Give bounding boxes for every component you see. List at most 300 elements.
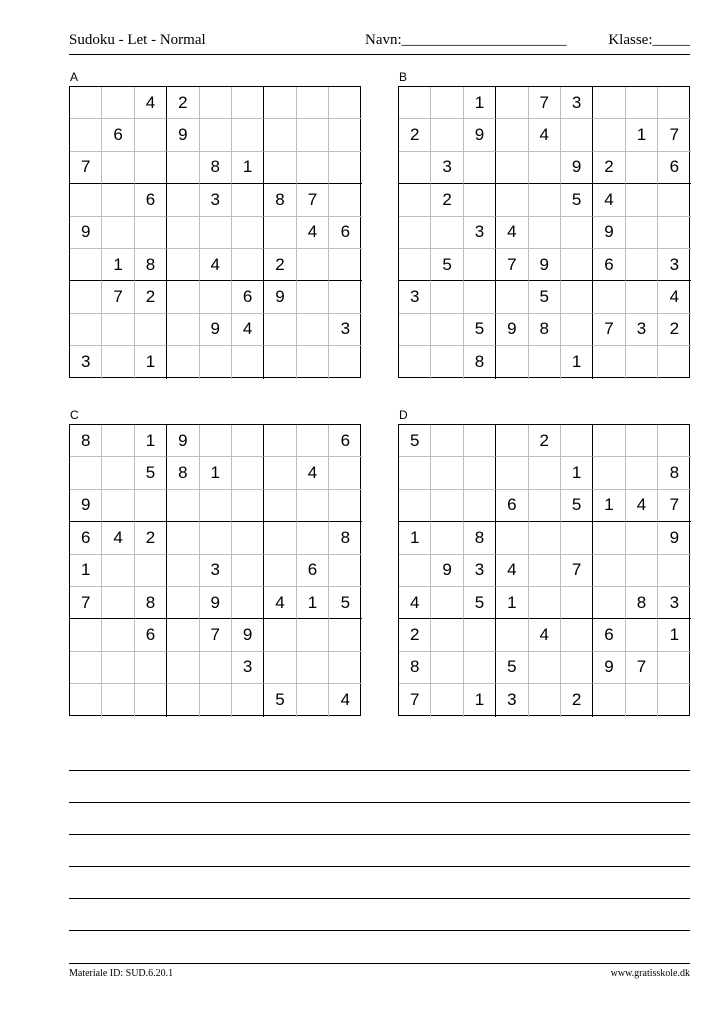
sudoku-cell[interactable]: 3 xyxy=(561,87,593,119)
sudoku-cell[interactable]: 6 xyxy=(135,184,167,216)
sudoku-cell[interactable]: 5 xyxy=(399,425,431,457)
sudoku-cell[interactable]: 4 xyxy=(340,690,351,710)
sudoku-cell[interactable] xyxy=(232,425,264,457)
sudoku-cell[interactable]: 5 xyxy=(329,587,361,619)
sudoku-cell[interactable] xyxy=(626,346,658,378)
sudoku-cell[interactable] xyxy=(70,619,102,651)
sudoku-cell[interactable] xyxy=(70,457,102,489)
sudoku-cell[interactable] xyxy=(200,281,232,313)
sudoku-cell[interactable] xyxy=(399,555,431,587)
sudoku-cell[interactable] xyxy=(102,587,134,619)
sudoku-cell[interactable] xyxy=(70,249,102,281)
sudoku-cell[interactable]: 6 xyxy=(329,217,361,249)
sudoku-cell[interactable] xyxy=(102,457,134,489)
sudoku-cell[interactable] xyxy=(102,555,134,587)
sudoku-cell[interactable] xyxy=(658,684,690,716)
sudoku-cell[interactable] xyxy=(658,425,690,457)
sudoku-cell[interactable] xyxy=(264,346,296,378)
sudoku-cell[interactable] xyxy=(561,522,593,554)
sudoku-cell[interactable] xyxy=(593,684,625,716)
sudoku-cell[interactable]: 4 xyxy=(626,490,658,522)
sudoku-cell[interactable]: 8 xyxy=(135,587,167,619)
sudoku-cell[interactable] xyxy=(135,314,167,346)
sudoku-cell[interactable] xyxy=(329,619,361,651)
sudoku-cell[interactable] xyxy=(399,346,431,378)
sudoku-cell[interactable]: 8 xyxy=(626,587,658,619)
sudoku-cell[interactable] xyxy=(232,217,264,249)
sudoku-cell[interactable] xyxy=(232,522,264,554)
sudoku-cell[interactable]: 2 xyxy=(593,152,625,184)
sudoku-cell[interactable]: 1 xyxy=(593,490,625,522)
sudoku-cell[interactable]: 1 xyxy=(297,587,329,619)
sudoku-cell[interactable]: 4 xyxy=(297,457,329,489)
sudoku-cell[interactable] xyxy=(626,457,658,489)
sudoku-cell[interactable] xyxy=(135,684,167,716)
sudoku-cell[interactable] xyxy=(297,314,329,346)
sudoku-cell[interactable]: 7 xyxy=(561,555,593,587)
sudoku-cell[interactable] xyxy=(329,119,361,151)
sudoku-cell[interactable] xyxy=(658,87,690,119)
sudoku-cell[interactable]: 3 xyxy=(329,314,361,346)
sudoku-cell[interactable]: 3 xyxy=(70,346,102,378)
sudoku-cell[interactable]: 9 xyxy=(200,587,232,619)
sudoku-cell[interactable]: 5 xyxy=(464,314,496,346)
sudoku-cell[interactable] xyxy=(102,184,134,216)
sudoku-cell[interactable]: 2 xyxy=(264,249,296,281)
sudoku-cell[interactable] xyxy=(297,346,329,378)
sudoku-cell[interactable]: 4 xyxy=(399,587,431,619)
sudoku-cell[interactable] xyxy=(135,555,167,587)
sudoku-cell[interactable] xyxy=(297,119,329,151)
sudoku-cell[interactable] xyxy=(529,184,561,216)
sudoku-cell[interactable] xyxy=(399,152,431,184)
sudoku-cell[interactable] xyxy=(496,425,528,457)
sudoku-cell[interactable]: 9 xyxy=(464,119,496,151)
sudoku-cell[interactable] xyxy=(431,684,463,716)
sudoku-cell[interactable]: 7 xyxy=(297,184,329,216)
sudoku-cell[interactable] xyxy=(264,87,296,119)
sudoku-cell[interactable] xyxy=(264,152,296,184)
sudoku-cell[interactable] xyxy=(200,217,232,249)
sudoku-cell[interactable] xyxy=(232,587,264,619)
sudoku-cell[interactable]: 3 xyxy=(464,555,496,587)
sudoku-cell[interactable]: 4 xyxy=(496,217,528,249)
sudoku-cell[interactable] xyxy=(135,652,167,684)
sudoku-cell[interactable] xyxy=(561,217,593,249)
sudoku-cell[interactable] xyxy=(200,652,232,684)
sudoku-cell[interactable] xyxy=(135,490,167,522)
sudoku-cell[interactable] xyxy=(464,249,496,281)
sudoku-cell[interactable] xyxy=(329,346,361,378)
sudoku-cell[interactable] xyxy=(232,184,264,216)
sudoku-cell[interactable] xyxy=(329,184,361,216)
sudoku-cell[interactable] xyxy=(264,425,296,457)
sudoku-cell[interactable] xyxy=(529,152,561,184)
sudoku-cell[interactable] xyxy=(167,346,199,378)
sudoku-cell[interactable]: 6 xyxy=(593,619,625,651)
sudoku-cell[interactable]: 5 xyxy=(135,457,167,489)
sudoku-cell[interactable] xyxy=(431,346,463,378)
sudoku-cell[interactable] xyxy=(264,217,296,249)
sudoku-cell[interactable] xyxy=(593,555,625,587)
sudoku-cell[interactable] xyxy=(200,490,232,522)
sudoku-cell[interactable]: 6 xyxy=(593,249,625,281)
sudoku-cell[interactable] xyxy=(167,281,199,313)
sudoku-cell[interactable]: 1 xyxy=(135,346,167,378)
sudoku-cell[interactable] xyxy=(399,490,431,522)
sudoku-cell[interactable]: 3 xyxy=(399,281,431,313)
sudoku-cell[interactable] xyxy=(264,619,296,651)
sudoku-cell[interactable]: 8 xyxy=(264,184,296,216)
sudoku-cell[interactable] xyxy=(329,281,361,313)
sudoku-cell[interactable] xyxy=(496,119,528,151)
sudoku-cell[interactable]: 4 xyxy=(297,217,329,249)
sudoku-cell[interactable]: 2 xyxy=(135,281,167,313)
sudoku-cell[interactable] xyxy=(70,281,102,313)
sudoku-cell[interactable]: 9 xyxy=(496,314,528,346)
sudoku-cell[interactable]: 1 xyxy=(496,587,528,619)
sudoku-cell[interactable]: 7 xyxy=(70,587,102,619)
sudoku-cell[interactable]: 2 xyxy=(529,425,561,457)
sudoku-cell[interactable] xyxy=(297,281,329,313)
sudoku-cell[interactable] xyxy=(232,490,264,522)
sudoku-cell[interactable]: 9 xyxy=(431,555,463,587)
sudoku-cell[interactable] xyxy=(329,152,361,184)
sudoku-cell[interactable]: 4 xyxy=(200,249,232,281)
sudoku-cell[interactable]: 4 xyxy=(496,555,528,587)
sudoku-cell[interactable]: 5 xyxy=(561,490,593,522)
sudoku-cell[interactable]: 2 xyxy=(399,119,431,151)
sudoku-cell[interactable] xyxy=(464,619,496,651)
sudoku-cell[interactable] xyxy=(626,684,658,716)
sudoku-cell[interactable] xyxy=(431,217,463,249)
sudoku-cell[interactable] xyxy=(135,152,167,184)
sudoku-cell[interactable]: 9 xyxy=(561,152,593,184)
sudoku-cell[interactable] xyxy=(200,119,232,151)
sudoku-cell[interactable]: 7 xyxy=(200,619,232,651)
sudoku-cell[interactable]: 1 xyxy=(102,249,134,281)
sudoku-cell[interactable] xyxy=(658,217,690,249)
sudoku-cell[interactable]: 4 xyxy=(102,522,134,554)
sudoku-cell[interactable]: 6 xyxy=(496,490,528,522)
sudoku-cell[interactable] xyxy=(626,217,658,249)
sudoku-cell[interactable] xyxy=(561,652,593,684)
sudoku-cell[interactable] xyxy=(561,425,593,457)
sudoku-cell[interactable] xyxy=(431,490,463,522)
sudoku-cell[interactable] xyxy=(167,522,199,554)
sudoku-cell[interactable] xyxy=(297,619,329,651)
sudoku-cell[interactable]: 7 xyxy=(658,490,690,522)
sudoku-cell[interactable] xyxy=(496,457,528,489)
sudoku-cell[interactable] xyxy=(464,425,496,457)
sudoku-cell[interactable] xyxy=(399,217,431,249)
sudoku-cell[interactable]: 2 xyxy=(561,684,593,716)
sudoku-cell[interactable] xyxy=(496,281,528,313)
sudoku-cell[interactable]: 8 xyxy=(167,457,199,489)
sudoku-cell[interactable]: 1 xyxy=(464,684,496,716)
sudoku-cell[interactable]: 5 xyxy=(496,652,528,684)
sudoku-cell[interactable] xyxy=(496,87,528,119)
sudoku-cell[interactable] xyxy=(529,217,561,249)
sudoku-cell[interactable] xyxy=(167,619,199,651)
sudoku-cell[interactable] xyxy=(167,152,199,184)
sudoku-cell[interactable] xyxy=(297,425,329,457)
sudoku-cell[interactable]: 7 xyxy=(529,87,561,119)
sudoku-cell[interactable] xyxy=(464,152,496,184)
sudoku-cell[interactable]: 5 xyxy=(464,587,496,619)
sudoku-cell[interactable] xyxy=(297,490,329,522)
sudoku-cell[interactable]: 6 xyxy=(102,119,134,151)
sudoku-cell[interactable] xyxy=(167,314,199,346)
sudoku-cell[interactable]: 9 xyxy=(264,281,296,313)
sudoku-cell[interactable] xyxy=(232,555,264,587)
sudoku-cell[interactable]: 7 xyxy=(102,281,134,313)
sudoku-cell[interactable] xyxy=(593,346,625,378)
sudoku-cell[interactable]: 7 xyxy=(626,652,658,684)
sudoku-cell[interactable]: 2 xyxy=(399,619,431,651)
sudoku-cell[interactable]: 9 xyxy=(529,249,561,281)
sudoku-cell[interactable]: 7 xyxy=(399,684,431,716)
sudoku-cell[interactable] xyxy=(297,152,329,184)
sudoku-cell[interactable]: 4 xyxy=(232,314,264,346)
sudoku-cell[interactable] xyxy=(431,281,463,313)
sudoku-cell[interactable]: 5 xyxy=(431,249,463,281)
sudoku-cell[interactable] xyxy=(329,555,361,587)
sudoku-cell[interactable]: 3 xyxy=(200,555,232,587)
sudoku-cell[interactable]: 9 xyxy=(167,425,199,457)
sudoku-cell[interactable]: 7 xyxy=(658,119,690,151)
sudoku-cell[interactable] xyxy=(561,281,593,313)
sudoku-cell[interactable]: 8 xyxy=(529,314,561,346)
sudoku-cell[interactable]: 8 xyxy=(399,652,431,684)
sudoku-cell[interactable]: 1 xyxy=(658,619,690,651)
sudoku-cell[interactable] xyxy=(626,281,658,313)
sudoku-cell[interactable]: 2 xyxy=(658,314,690,346)
sudoku-cell[interactable] xyxy=(593,425,625,457)
sudoku-cell[interactable] xyxy=(297,87,329,119)
sudoku-cell[interactable] xyxy=(593,119,625,151)
sudoku-cell[interactable]: 4 xyxy=(264,587,296,619)
sudoku-cell[interactable] xyxy=(167,652,199,684)
sudoku-cell[interactable] xyxy=(167,249,199,281)
sudoku-cell[interactable] xyxy=(70,184,102,216)
sudoku-cell[interactable]: 1 xyxy=(135,425,167,457)
sudoku-cell[interactable]: 3 xyxy=(464,217,496,249)
sudoku-cell[interactable]: 1 xyxy=(561,457,593,489)
sudoku-cell[interactable] xyxy=(658,555,690,587)
sudoku-cell[interactable] xyxy=(431,425,463,457)
sudoku-cell[interactable] xyxy=(431,314,463,346)
sudoku-cell[interactable] xyxy=(658,652,690,684)
sudoku-cell[interactable]: 3 xyxy=(200,184,232,216)
sudoku-cell[interactable]: 1 xyxy=(561,346,593,378)
sudoku-cell[interactable] xyxy=(102,152,134,184)
sudoku-cell[interactable] xyxy=(496,522,528,554)
sudoku-cell[interactable] xyxy=(626,152,658,184)
sudoku-cell[interactable]: 4 xyxy=(593,184,625,216)
sudoku-cell[interactable] xyxy=(529,587,561,619)
sudoku-cell[interactable] xyxy=(264,490,296,522)
sudoku-cell[interactable]: 2 xyxy=(431,184,463,216)
sudoku-cell[interactable] xyxy=(464,184,496,216)
sudoku-cell[interactable] xyxy=(626,87,658,119)
sudoku-cell[interactable]: 7 xyxy=(593,314,625,346)
sudoku-cell[interactable] xyxy=(431,119,463,151)
sudoku-cell[interactable] xyxy=(232,346,264,378)
sudoku-cell[interactable] xyxy=(167,490,199,522)
sudoku-cell[interactable] xyxy=(167,184,199,216)
sudoku-cell[interactable]: 1 xyxy=(399,522,431,554)
sudoku-cell[interactable] xyxy=(232,684,264,716)
sudoku-cell[interactable]: 4 xyxy=(529,119,561,151)
sudoku-cell[interactable] xyxy=(102,652,134,684)
sudoku-cell[interactable]: 8 xyxy=(464,346,496,378)
sudoku-cell[interactable]: 8 xyxy=(70,425,102,457)
sudoku-cell[interactable]: 8 xyxy=(658,457,690,489)
sudoku-cell[interactable]: 7 xyxy=(70,152,102,184)
sudoku-cell[interactable] xyxy=(102,425,134,457)
sudoku-cell[interactable]: 8 xyxy=(464,522,496,554)
sudoku-cell[interactable] xyxy=(297,652,329,684)
sudoku-cell[interactable] xyxy=(399,184,431,216)
sudoku-cell[interactable] xyxy=(70,87,102,119)
sudoku-cell[interactable]: 3 xyxy=(496,684,528,716)
sudoku-cell[interactable] xyxy=(464,281,496,313)
sudoku-cell[interactable] xyxy=(102,314,134,346)
sudoku-cell[interactable] xyxy=(561,587,593,619)
sudoku-cell[interactable]: 4 xyxy=(529,619,561,651)
sudoku-cell[interactable]: 9 xyxy=(200,314,232,346)
sudoku-cell[interactable] xyxy=(626,555,658,587)
sudoku-cell[interactable] xyxy=(200,522,232,554)
sudoku-cell[interactable] xyxy=(232,87,264,119)
sudoku-cell[interactable] xyxy=(329,249,361,281)
sudoku-cell[interactable] xyxy=(593,281,625,313)
sudoku-cell[interactable] xyxy=(399,249,431,281)
sudoku-cell[interactable]: 5 xyxy=(561,184,593,216)
sudoku-cell[interactable] xyxy=(264,457,296,489)
sudoku-cell[interactable] xyxy=(626,619,658,651)
sudoku-cell[interactable] xyxy=(70,314,102,346)
sudoku-cell[interactable] xyxy=(102,346,134,378)
sudoku-cell[interactable] xyxy=(297,522,329,554)
sudoku-cell[interactable] xyxy=(529,457,561,489)
sudoku-cell[interactable] xyxy=(496,619,528,651)
sudoku-cell[interactable]: 7 xyxy=(496,249,528,281)
sudoku-cell[interactable] xyxy=(264,555,296,587)
sudoku-cell[interactable] xyxy=(399,314,431,346)
sudoku-cell[interactable]: 9 xyxy=(593,652,625,684)
sudoku-cell[interactable] xyxy=(431,522,463,554)
sudoku-cell[interactable]: 6 xyxy=(135,619,167,651)
sudoku-cell[interactable] xyxy=(529,346,561,378)
sudoku-cell[interactable] xyxy=(264,652,296,684)
sudoku-cell[interactable] xyxy=(329,490,361,522)
sudoku-cell[interactable] xyxy=(626,184,658,216)
sudoku-cell[interactable] xyxy=(431,587,463,619)
sudoku-cell[interactable]: 8 xyxy=(135,249,167,281)
sudoku-cell[interactable] xyxy=(70,652,102,684)
sudoku-cell[interactable] xyxy=(658,184,690,216)
sudoku-cell[interactable] xyxy=(70,119,102,151)
sudoku-cell[interactable]: 3 xyxy=(658,587,690,619)
sudoku-cell[interactable] xyxy=(529,490,561,522)
sudoku-cell[interactable]: 9 xyxy=(232,619,264,651)
sudoku-cell[interactable] xyxy=(431,457,463,489)
sudoku-cell[interactable] xyxy=(102,87,134,119)
sudoku-cell[interactable] xyxy=(464,652,496,684)
sudoku-cell[interactable] xyxy=(232,249,264,281)
sudoku-cell[interactable] xyxy=(593,457,625,489)
sudoku-cell[interactable]: 3 xyxy=(431,152,463,184)
sudoku-cell[interactable] xyxy=(232,119,264,151)
sudoku-cell[interactable] xyxy=(329,652,361,684)
sudoku-cell[interactable] xyxy=(264,314,296,346)
sudoku-cell[interactable]: 8 xyxy=(329,522,361,554)
sudoku-cell[interactable]: 6 xyxy=(329,425,361,457)
sudoku-cell[interactable] xyxy=(593,522,625,554)
sudoku-cell[interactable] xyxy=(167,217,199,249)
sudoku-cell[interactable]: 2 xyxy=(167,87,199,119)
sudoku-cell[interactable] xyxy=(102,684,134,716)
sudoku-cell[interactable] xyxy=(200,87,232,119)
sudoku-cell[interactable]: 6 xyxy=(232,281,264,313)
sudoku-cell[interactable]: 6 xyxy=(297,555,329,587)
sudoku-cell[interactable]: 6 xyxy=(658,152,690,184)
sudoku-cell[interactable]: 1 xyxy=(200,457,232,489)
sudoku-cell[interactable] xyxy=(431,652,463,684)
sudoku-cell[interactable] xyxy=(626,425,658,457)
sudoku-cell[interactable] xyxy=(593,87,625,119)
sudoku-cell[interactable] xyxy=(464,490,496,522)
sudoku-cell[interactable] xyxy=(329,87,361,119)
sudoku-cell[interactable]: 9 xyxy=(167,119,199,151)
sudoku-cell[interactable] xyxy=(102,490,134,522)
sudoku-cell[interactable]: 9 xyxy=(70,490,102,522)
sudoku-cell[interactable] xyxy=(658,346,690,378)
sudoku-cell[interactable] xyxy=(626,249,658,281)
sudoku-cell[interactable]: 8 xyxy=(200,152,232,184)
sudoku-cell[interactable] xyxy=(102,619,134,651)
sudoku-cell[interactable] xyxy=(529,555,561,587)
sudoku-cell[interactable]: 1 xyxy=(464,87,496,119)
sudoku-cell[interactable]: 5 xyxy=(264,684,296,716)
sudoku-cell[interactable] xyxy=(496,346,528,378)
sudoku-cell[interactable] xyxy=(593,587,625,619)
sudoku-cell[interactable] xyxy=(496,184,528,216)
sudoku-cell[interactable]: 5 xyxy=(529,281,561,313)
sudoku-cell[interactable]: 2 xyxy=(135,522,167,554)
sudoku-cell[interactable] xyxy=(200,346,232,378)
sudoku-cell[interactable]: 9 xyxy=(70,217,102,249)
sudoku-cell[interactable] xyxy=(167,555,199,587)
sudoku-cell[interactable] xyxy=(264,119,296,151)
sudoku-cell[interactable] xyxy=(200,425,232,457)
sudoku-cell[interactable]: 4 xyxy=(135,87,167,119)
sudoku-cell[interactable] xyxy=(329,457,361,489)
sudoku-cell[interactable]: 9 xyxy=(658,522,690,554)
sudoku-cell[interactable]: 4 xyxy=(658,281,690,313)
sudoku-cell[interactable] xyxy=(561,314,593,346)
sudoku-cell[interactable] xyxy=(399,457,431,489)
sudoku-cell[interactable] xyxy=(167,684,199,716)
sudoku-cell[interactable]: 9 xyxy=(593,217,625,249)
sudoku-cell[interactable] xyxy=(561,119,593,151)
sudoku-cell[interactable]: 3 xyxy=(626,314,658,346)
sudoku-cell[interactable] xyxy=(529,652,561,684)
sudoku-cell[interactable] xyxy=(529,522,561,554)
sudoku-cell[interactable] xyxy=(297,249,329,281)
